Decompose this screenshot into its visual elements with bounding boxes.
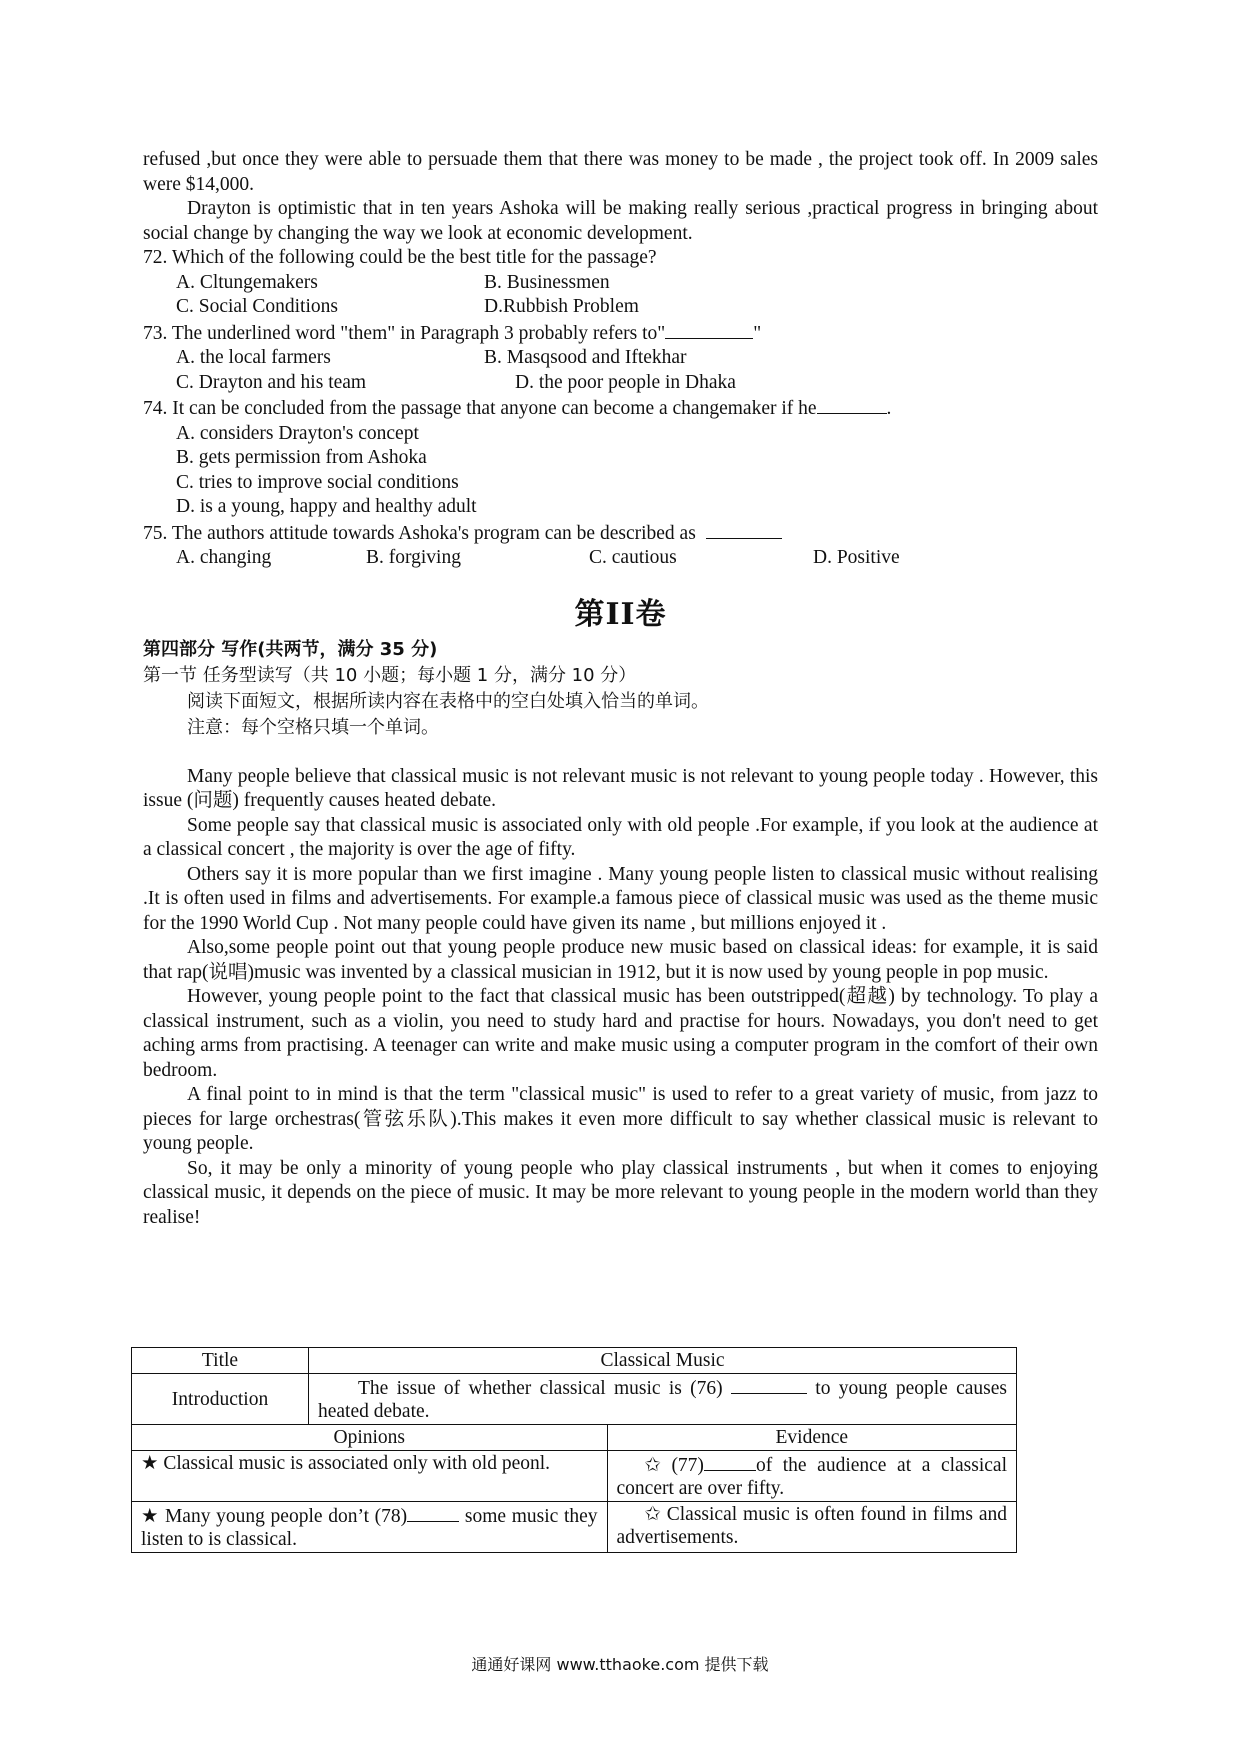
passage-paragraph: refused ,but once they were able to persuade them that there was money to be made , the project took off. In 2009 sales were $14,000. bbox=[143, 149, 1098, 195]
task-table bbox=[131, 1347, 1017, 1553]
opinion-2: ★ Many young people don’t (78) some music they listen to is classical. bbox=[132, 1502, 608, 1553]
article-paragraph: Also,some people point out that young people produce new music based on classical ideas: for example, it is said that rap(说唱)music was invented by a classical musician in 1912, but it is now used by young people in pop music. bbox=[143, 937, 1098, 983]
option-a: A. Cltungemakers bbox=[176, 271, 318, 293]
table-intro-label: Introduction bbox=[132, 1374, 309, 1425]
article-paragraph: Others say it is more popular than we first imagine . Many young people listen to classical music without realising .It is often used in films and advertisements. For example.a famous piece of classical music was used as the theme music for the 1990 World Cup . Not many people could have given its name , but millions enjoyed it . bbox=[143, 863, 1098, 934]
option-a: A. the local farmers bbox=[176, 347, 331, 368]
volume-title: 第II卷 bbox=[574, 596, 667, 632]
article-paragraph: Some people say that classical music is associated only with old people .For example, if you look at the audience at a classical concert , the majority is over the age of fifty. bbox=[143, 814, 1098, 860]
evidence-2: ✩ Classical music is often found in films and advertisements. bbox=[607, 1502, 1016, 1553]
question-75-options bbox=[176, 546, 1098, 571]
article-paragraph: A final point to in mind is that the term "classical music" is used to refer to a great variety of music, from jazz to pieces for large orchestras(管弦乐队).This makes it even more difficult to say whether classical music is relevant to young people. bbox=[143, 1084, 1098, 1154]
option-d: D. the poor people in Dhaka bbox=[515, 371, 736, 393]
instruction-text: 阅读下面短文，根据所读内容在表格中的空白处填入恰当的单词。 bbox=[187, 690, 709, 712]
document-page bbox=[143, 148, 1098, 1230]
option-b: B. Masqsood and Iftekhar bbox=[484, 347, 687, 368]
note-text: 注意：每个空格只填一个单词。 bbox=[187, 716, 439, 738]
option-b: B. Businessmen bbox=[484, 271, 610, 293]
question-75-stem: 75. The authors attitude towards Ashoka's program can be described as bbox=[143, 520, 1098, 547]
page-footer: 通通好课网 www.tthaoke.com 提供下载 bbox=[471, 1655, 769, 1674]
article-paragraph: Many people believe that classical music is not relevant music is not relevant to young people today . However, this issue (问题) frequently causes heated debate. bbox=[143, 765, 1098, 811]
answer-blank[interactable] bbox=[665, 320, 753, 339]
option-a: A. considers Drayton's concept bbox=[176, 422, 419, 444]
table-intro-text: The issue of whether classical music is (76) to young people causes heated debate. bbox=[309, 1374, 1017, 1425]
evidence-1: ✩ (77) of the audience at a classical concert are over fifty. bbox=[607, 1451, 1016, 1502]
answer-blank[interactable] bbox=[817, 395, 887, 414]
answer-blank-76[interactable] bbox=[731, 1375, 807, 1394]
opinions-header: Opinions bbox=[132, 1425, 608, 1451]
option-c: C. Drayton and his team bbox=[176, 371, 367, 393]
option-a: A. changing bbox=[176, 547, 272, 568]
option-d: D.Rubbish Problem bbox=[484, 296, 639, 317]
option-b: B. forgiving bbox=[366, 547, 461, 568]
part-heading: 第四部分 写作(共两节，满分 35 分) bbox=[143, 638, 438, 660]
option-b: B. gets permission from Ashoka bbox=[176, 447, 427, 468]
opinion-1: ★ Classical music is associated only with old peonl. bbox=[132, 1451, 608, 1502]
option-d: D. is a young, happy and healthy adult bbox=[176, 496, 477, 517]
article-paragraph: However, young people point to the fact that classical music has been outstripped(超越) by technology. To play a classical instrument, such as a violin, you need to study hard and practise for hours. Nowadays, you don't need to get aching arms from practising. A teenager can write and make music using a computer program in the comfort of their own bedroom. bbox=[143, 986, 1098, 1081]
option-c: C. cautious bbox=[589, 547, 677, 568]
question-74-stem: 74. It can be concluded from the passage that anyone can become a changemaker if he . bbox=[143, 395, 1098, 422]
section-heading: 第一节 任务型读写（共 10 小题；每小题 1 分，满分 10 分） bbox=[143, 664, 637, 686]
question-73-options bbox=[176, 346, 1098, 395]
table-title-label: Title bbox=[132, 1348, 309, 1374]
question-73-stem: 73. The underlined word "them" in Paragraph 3 probably refers to" " bbox=[143, 320, 1098, 347]
table-title-value: Classical Music bbox=[309, 1348, 1017, 1374]
option-c: C. tries to improve social conditions bbox=[176, 471, 459, 493]
answer-blank-77[interactable] bbox=[704, 1452, 756, 1471]
option-c: C. Social Conditions bbox=[176, 296, 338, 317]
option-d: D. Positive bbox=[813, 547, 900, 568]
question-72-stem: 72. Which of the following could be the best title for the passage? bbox=[143, 247, 657, 268]
article-paragraph: So, it may be only a minority of young people who play classical instruments , but when it comes to enjoying classical music, it depends on the piece of music. It may be more relevant to young people in the modern world than they realise! bbox=[143, 1157, 1098, 1228]
evidence-header: Evidence bbox=[607, 1425, 1016, 1451]
answer-blank-78[interactable] bbox=[407, 1503, 459, 1522]
question-72-options bbox=[176, 271, 1098, 320]
question-74-options bbox=[176, 422, 1098, 520]
answer-blank[interactable] bbox=[706, 520, 782, 539]
passage-paragraph: Drayton is optimistic that in ten years Ashoka will be making really serious ,practical progress in bringing about social change by changing the way we look at economic development. bbox=[143, 198, 1098, 244]
